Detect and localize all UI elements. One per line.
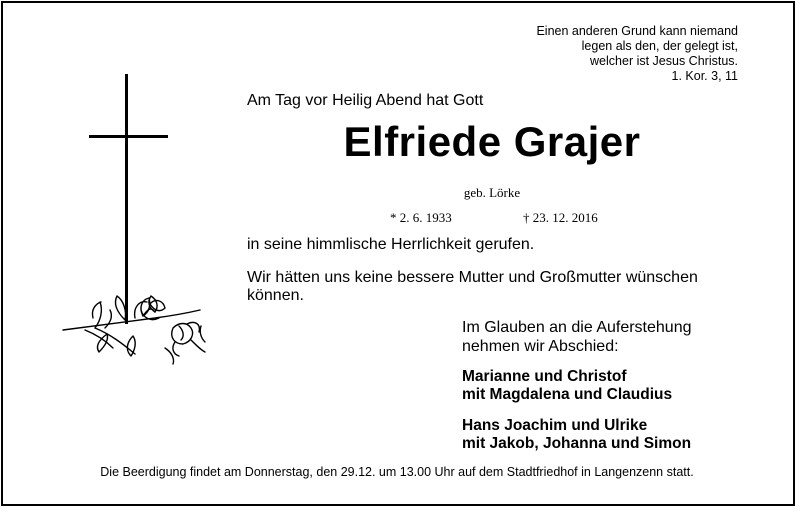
birth-date: * 2. 6. 1933 [390,210,452,225]
farewell-line: nehmen wir Abschied: [462,338,619,355]
verse-line: welcher ist Jesus Christus. [590,54,738,68]
deceased-name: Elfriede Grajer [343,118,641,165]
family-group [462,417,691,453]
death-date: † 23. 12. 2016 [523,210,598,225]
family-line: mit Jakob, Johanna und Simon [462,435,692,452]
bible-verse [536,24,738,84]
cross-and-rose-decoration [55,72,215,372]
family-line: Hans Joachim und Ulrike [462,417,648,434]
funeral-info: Die Beerdigung findet am Donnerstag, den 29.12. um 13.00 Uhr auf dem Stadtfriedhof in Langenzenn statt. [100,465,694,479]
intro-line: Am Tag vor Heilig Abend hat Gott [247,92,484,109]
cross-icon [89,74,168,324]
birth-name: geb. Lörke [463,185,521,200]
family-group [462,368,672,404]
verse-line: Einen anderen Grund kann niemand [536,24,738,38]
farewell-line: Im Glauben an die Auferstehung [462,319,692,336]
called-line: in seine himmlische Herrlichkeit gerufen. [247,236,535,253]
family-line: mit Magdalena und Claudius [462,386,673,403]
family-line: Marianne und Christof [462,368,627,385]
verse-line: legen als den, der gelegt ist, [581,39,738,53]
tribute-paragraph: Wir hätten uns keine bessere Mutter und Großmutter wünschen können. [247,269,698,304]
farewell-statement [462,318,692,356]
verse-reference: 1. Kor. 3, 11 [671,69,738,83]
rose-icon [63,296,205,364]
